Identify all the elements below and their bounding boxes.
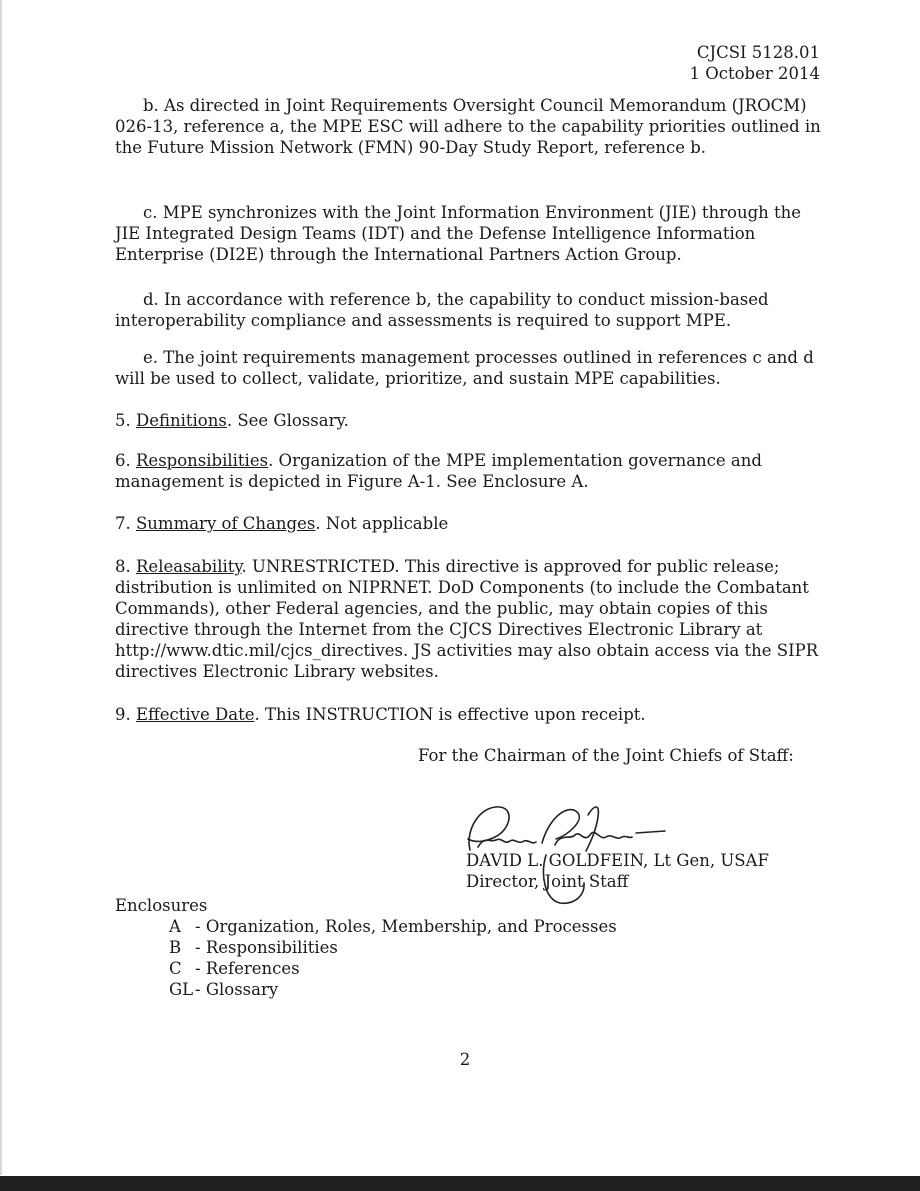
paragraph-e xyxy=(115,347,825,389)
section-7 xyxy=(115,513,825,534)
paragraph-e-text: e. The joint requirements management processes outlined in references c and d will be used to collect, validate, prioritize, and sustain MPE capabilities. xyxy=(115,348,814,388)
section-6-number: 6. xyxy=(115,451,136,470)
paragraph-b-text: b. As directed in Joint Requirements Oversight Council Memorandum (JROCM) 026-13, reference a, the MPE ESC will adhere to the capability priorities outlined in the Future Mission Network (FMN) 90-Day Study Report, reference b. xyxy=(115,96,821,157)
enclosures-list xyxy=(169,916,617,1000)
signatory-name: DAVID L. GOLDFEIN, Lt Gen, USAF xyxy=(466,851,769,870)
list-item xyxy=(169,979,617,1000)
paragraph-c-text: c. MPE synchronizes with the Joint Information Environment (JIE) through the JIE Integrated Design Teams (IDT) and the Defense Intelligence Information Enterprise (DI2E) through the International Partners Action Group. xyxy=(115,203,802,264)
paragraph-c xyxy=(115,202,825,265)
section-5-text: . See Glossary. xyxy=(226,411,349,430)
section-7-text: . Not applicable xyxy=(315,514,449,533)
section-5-title: Definitions xyxy=(136,411,227,430)
paragraph-d-text: d. In accordance with reference b, the capability to conduct mission-based interoperability compliance and assessments is required to support MPE. xyxy=(115,290,769,330)
section-7-number: 7. xyxy=(115,514,136,533)
enclosure-key: GL xyxy=(169,980,194,999)
section-8-number: 8. xyxy=(115,557,136,576)
section-6-text: . Organization of the MPE implementation governance and management is depicted in Figure A-1. See Enclosure A. xyxy=(115,451,762,491)
document-header xyxy=(689,42,820,84)
section-6 xyxy=(115,450,825,492)
document-id: CJCSI 5128.01 xyxy=(696,43,820,62)
scan-left-edge xyxy=(0,0,2,1175)
enclosure-key: C xyxy=(169,959,182,978)
section-8-text: . UNRESTRICTED. This directive is approved for public release; distribution is unlimited on NIPRNET. DoD Components (to include the Combatant Commands), other Federal agencies, and the public, may obtain copies of this directive through the Internet from the CJCS Directives Electronic Library at http://www.dtic.mil/cjcs_directives. JS activities may also obtain access via the SIPR directives Electronic Library websites. xyxy=(115,557,819,681)
enclosure-text: - Glossary xyxy=(195,980,279,999)
paragraph-b xyxy=(115,95,825,158)
section-9-text: . This INSTRUCTION is effective upon receipt. xyxy=(254,705,646,724)
section-9 xyxy=(115,704,825,725)
enclosure-text: - References xyxy=(195,959,300,978)
section-5-number: 5. xyxy=(115,411,136,430)
signature-block xyxy=(466,850,769,892)
section-5 xyxy=(115,410,825,431)
closing-line: For the Chairman of the Joint Chiefs of Staff: xyxy=(418,746,794,765)
scan-bottom-edge xyxy=(0,1176,920,1191)
list-item xyxy=(169,916,617,937)
section-8 xyxy=(115,556,825,682)
document-date: 1 October 2014 xyxy=(689,64,820,83)
enclosures-section xyxy=(115,895,617,1000)
signatory-title: Director, Joint Staff xyxy=(466,872,629,891)
section-7-title: Summary of Changes xyxy=(136,514,316,533)
section-6-title: Responsibilities xyxy=(136,451,269,470)
enclosure-key: B xyxy=(169,938,182,957)
section-8-title: Releasability xyxy=(136,557,242,576)
enclosure-text: - Responsibilities xyxy=(195,938,338,957)
page-number: 2 xyxy=(459,1050,471,1069)
enclosure-text: - Organization, Roles, Membership, and Processes xyxy=(195,917,617,936)
section-9-number: 9. xyxy=(115,705,136,724)
paragraph-d xyxy=(115,289,825,331)
list-item xyxy=(169,937,617,958)
list-item xyxy=(169,958,617,979)
enclosures-heading: Enclosures xyxy=(115,896,208,915)
section-9-title: Effective Date xyxy=(136,705,255,724)
enclosure-key: A xyxy=(169,917,181,936)
